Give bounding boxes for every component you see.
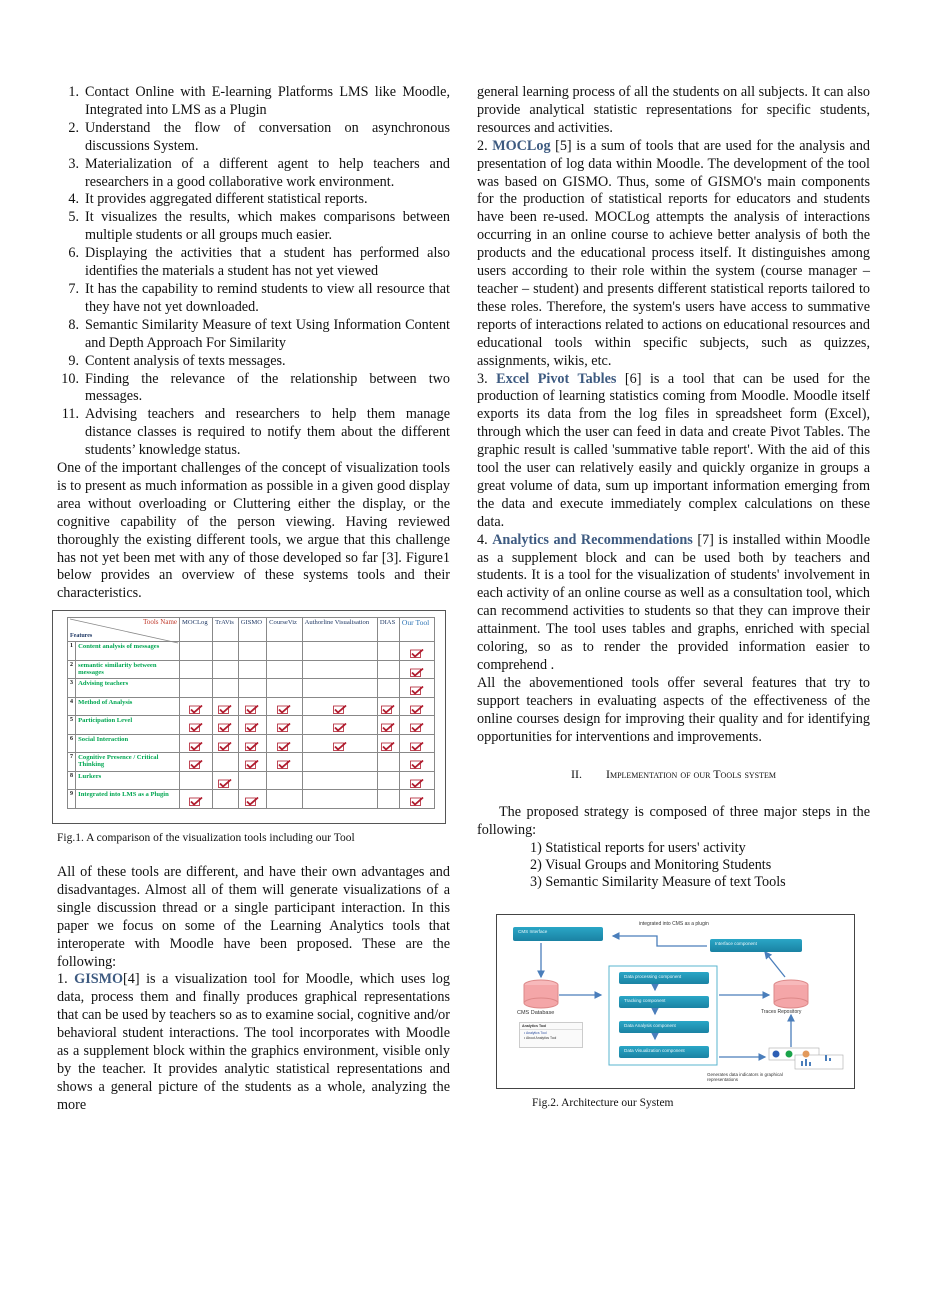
- feature-list-item: [57, 406, 450, 460]
- moclog-name: MOCLog: [492, 137, 551, 154]
- row-index: 5: [68, 716, 76, 735]
- section-title: Implementation of our Tools system: [605, 766, 777, 781]
- checkmark-icon: [381, 705, 395, 714]
- comparison-table: [67, 617, 435, 809]
- check-cell: [180, 716, 213, 735]
- check-cell: [238, 660, 266, 679]
- check-cell: [399, 660, 434, 679]
- check-cell: [302, 679, 377, 698]
- figure-1-caption: Fig.1. A comparison of the visualization tools including our Tool: [57, 832, 355, 844]
- analytics-tool-link-2: • About Analytics Tool: [524, 1036, 557, 1040]
- strategy-step: 1) Statistical reports for users' activity: [530, 840, 746, 857]
- check-cell: [238, 716, 266, 735]
- check-cell: [213, 734, 239, 753]
- checkmark-icon: [333, 705, 347, 714]
- checkmark-icon: [410, 723, 424, 732]
- cms-database-label: CMS Database: [517, 1010, 555, 1016]
- checkmark-icon: [410, 797, 424, 806]
- feature-list-item: [57, 281, 450, 317]
- check-cell: [267, 753, 303, 772]
- excel-name: Excel Pivot Tables: [496, 370, 617, 387]
- check-cell: [213, 790, 239, 809]
- table-row: [68, 660, 435, 679]
- check-cell: [213, 642, 239, 661]
- figure-2-caption: Fig.2. Architecture our System: [532, 1097, 674, 1109]
- analytics-name: Analytics and Recommendations: [492, 531, 693, 548]
- pipeline-step-3: Data Analysis component: [619, 1021, 709, 1033]
- gismo-paragraph: [57, 971, 450, 1114]
- pipeline-step-1: Data processing component: [619, 972, 709, 984]
- left-column: [57, 84, 450, 603]
- feature-text: Semantic Similarity Measure of text Using Information Content and Depth Approach For Similarity: [85, 316, 450, 351]
- checkmark-icon: [245, 760, 259, 769]
- checkmark-icon: [189, 723, 203, 732]
- check-cell: [267, 734, 303, 753]
- feature-name: Content analysis of messages: [76, 642, 180, 661]
- check-cell: [267, 642, 303, 661]
- check-cell: [302, 790, 377, 809]
- feature-list-item: [57, 120, 450, 156]
- feature-list-item: [57, 371, 450, 407]
- integrated-label: integrated into CMS as a plugin: [639, 921, 709, 927]
- feature-list-item: [57, 245, 450, 281]
- feature-number: 9.: [68, 352, 79, 369]
- checkmark-icon: [277, 705, 291, 714]
- right-column: [477, 84, 870, 891]
- check-cell: [238, 734, 266, 753]
- check-cell: [267, 697, 303, 716]
- check-cell: [180, 771, 213, 790]
- feature-number: 3.: [68, 155, 79, 172]
- checkmark-icon: [410, 742, 424, 751]
- features-label: Features: [70, 632, 93, 639]
- section-heading: [477, 766, 870, 784]
- feature-text: Materialization of a different agent to help teachers and researchers in a good collaborative work environment.: [85, 155, 450, 190]
- check-cell: [180, 660, 213, 679]
- feature-name: Advising teachers: [76, 679, 180, 698]
- feature-text: Displaying the activities that a student has performed also identifies the materials a student has not yet viewed: [85, 245, 450, 280]
- tools-name-label: Tools Name: [143, 618, 177, 626]
- check-cell: [180, 790, 213, 809]
- left-column-lower: [57, 864, 450, 1115]
- check-cell: [238, 790, 266, 809]
- check-cell: [267, 716, 303, 735]
- section-numeral: II.: [570, 766, 582, 781]
- check-cell: [377, 771, 399, 790]
- check-cell: [399, 642, 434, 661]
- checkmark-icon: [410, 779, 424, 788]
- check-cell: [377, 660, 399, 679]
- row-index: 9: [68, 790, 76, 809]
- check-cell: [377, 753, 399, 772]
- check-cell: [399, 771, 434, 790]
- strategy-intro: The proposed strategy is composed of three major steps in the following:: [477, 804, 870, 839]
- check-cell: [399, 716, 434, 735]
- table-row: [68, 697, 435, 716]
- feature-text: Contact Online with E-learning Platforms LMS like Moodle, Integrated into LMS as a Plugin: [85, 84, 450, 118]
- strategy-step: 3) Semantic Similarity Measure of text Tools: [530, 874, 786, 891]
- checkmark-icon: [410, 760, 424, 769]
- row-index: 7: [68, 753, 76, 772]
- tool-column-header: Authorline Visualisation: [302, 618, 377, 642]
- check-cell: [213, 660, 239, 679]
- moclog-paragraph: [477, 138, 870, 371]
- check-cell: [399, 753, 434, 772]
- checkmark-icon: [333, 742, 347, 751]
- check-cell: [180, 679, 213, 698]
- table-row: [68, 771, 435, 790]
- checkmark-icon: [189, 742, 203, 751]
- check-cell: [238, 753, 266, 772]
- table-row: [68, 790, 435, 809]
- check-cell: [302, 716, 377, 735]
- feature-number: 11.: [61, 406, 79, 423]
- excel-paragraph: [477, 371, 870, 532]
- analytics-text: [7] is installed within Moodle as a supplement block and can be used both by teachers and students. It is a tool for the visualization of students' involvement in each activity of an online course as well as a consultation tool, which can recommend activities to students so that they can improve their attainment. The tool uses tables and graphs, enriched with special coloring, so as to render the provided information easier to comprehend .: [477, 531, 870, 673]
- checkmark-icon: [277, 723, 291, 732]
- feature-name: Participation Level: [76, 716, 180, 735]
- feature-text: It visualizes the results, which makes comparisons between multiple students or all groups much easier.: [85, 209, 450, 244]
- pipeline-step-2: Tracking component: [619, 996, 709, 1008]
- summary-paragraph: All the abovementioned tools offer several features that try to support teachers in evaluating aspects of the effectiveness of the online courses design for improving their quality and for identifying opportunities for interventions and improvements.: [477, 674, 870, 745]
- cms-interface-box: CMS Interface: [513, 927, 603, 941]
- checkmark-icon: [218, 742, 232, 751]
- strategy-step: 2) Visual Groups and Monitoring Students: [530, 857, 772, 874]
- check-cell: [302, 642, 377, 661]
- pipeline-step-4: Data Visualization component: [619, 1046, 709, 1058]
- check-cell: [377, 716, 399, 735]
- check-cell: [180, 642, 213, 661]
- checkmark-icon: [189, 705, 203, 714]
- check-cell: [180, 734, 213, 753]
- feature-text: Finding the relevance of the relationship between two messages.: [85, 370, 450, 405]
- checkmark-icon: [245, 742, 259, 751]
- check-cell: [399, 697, 434, 716]
- check-cell: [267, 679, 303, 698]
- figure-2-architecture-diagram: [496, 914, 855, 1089]
- feature-name: semantic similarity between messages: [76, 660, 180, 679]
- feature-list: [57, 84, 450, 460]
- check-cell: [377, 790, 399, 809]
- check-cell: [377, 734, 399, 753]
- check-cell: [377, 679, 399, 698]
- checkmark-icon: [245, 705, 259, 714]
- gismo-continuation: general learning process of all the students on all subjects. It can also provide analytical statistic representations for specific students, resources and activities.: [477, 84, 870, 136]
- checkmark-icon: [381, 723, 395, 732]
- tool-column-header: TrAVis: [213, 618, 239, 642]
- row-index: 8: [68, 771, 76, 790]
- row-index: 1: [68, 642, 76, 661]
- check-cell: [213, 716, 239, 735]
- checkmark-icon: [189, 760, 203, 769]
- interface-component-box: Interface component: [710, 939, 802, 952]
- excel-prefix: 3.: [477, 370, 497, 387]
- gismo-text: [4] is a visualization tool for Moodle, which uses log data, process them and finally produces graphical representations that can be used by teachers so as to examine social, cognitive and/or behavioral student interactions. The tool incorporates with Moodle as a supplement block within the graphics environment, visible only by the teacher. It provides analytic statistical representations and shows a general picture of the students as a whole, analyzing the more: [57, 971, 450, 1113]
- gismo-prefix: 1.: [57, 971, 75, 988]
- feature-name: Cognitive Presence / Critical Thinking: [76, 753, 180, 772]
- check-cell: [302, 697, 377, 716]
- analytics-tool-link-1: • Analytics Tool: [524, 1031, 547, 1035]
- checkmark-icon: [410, 649, 424, 658]
- tool-column-header: GISMO: [238, 618, 266, 642]
- table-row: [68, 679, 435, 698]
- challenge-paragraph: One of the important challenges of the concept of visualization tools is to present as much information as possible in a given good display area without overloading or Cluttering either the display, or the cognitive capability of the person viewing. Having reviewed thoroughly the existing different tools, we argue that this challenge has not yet been met with any of those developed so far [3]. Figure1 below provides an overview of these systems tools and their characteristics.: [57, 460, 450, 602]
- tool-column-header: Our Tool: [399, 618, 434, 642]
- row-index: 3: [68, 679, 76, 698]
- check-cell: [180, 697, 213, 716]
- checkmark-icon: [245, 723, 259, 732]
- feature-number: 8.: [68, 316, 79, 333]
- checkmark-icon: [218, 779, 232, 788]
- feature-text: Advising teachers and researchers to help them manage distance classes is required to notify them about the different students’ knowledge status.: [85, 406, 450, 459]
- checkmark-icon: [410, 686, 424, 695]
- check-cell: [213, 753, 239, 772]
- moclog-text: [5] is a sum of tools that are used for the analysis and presentation of log data within Moodle. The development of the tool was based on GISMO. Thus, some of GISMO's main components for the production of statistical reports for educators and students have been re-used. MOCLog attempts the analysis of interactions occurring in an online course to achieve better analysis of both the products and the educational process itself. It distinguishes among users according to their role within the system (course manager – teacher – student) and presents different statistical reports tailored to these roles. Therefore, the system's users have access to summative reports of interactions related to actions on educational resources and educational tools within specific subjects, such as quizzes, assignments, wikis, etc.: [477, 137, 871, 369]
- steps-list: [477, 840, 870, 891]
- feature-list-item: [57, 209, 450, 245]
- feature-number: 6.: [68, 245, 79, 262]
- traces-repository-label: Traces Repository: [761, 1009, 802, 1015]
- check-cell: [238, 697, 266, 716]
- check-cell: [238, 642, 266, 661]
- traces-repository-icon: [774, 980, 808, 1008]
- checkmark-icon: [189, 797, 203, 806]
- feature-number: 10.: [61, 370, 79, 387]
- gismo-name: GISMO: [74, 971, 124, 988]
- feature-number: 5.: [68, 209, 79, 226]
- check-cell: [238, 679, 266, 698]
- checkmark-icon: [277, 742, 291, 751]
- feature-list-item: [57, 156, 450, 192]
- row-index: 6: [68, 734, 76, 753]
- check-cell: [399, 734, 434, 753]
- check-cell: [302, 771, 377, 790]
- feature-number: 2.: [68, 119, 79, 136]
- tool-column-header: MOCLog: [180, 618, 213, 642]
- table-row: [68, 734, 435, 753]
- check-cell: [267, 660, 303, 679]
- checkmark-icon: [245, 797, 259, 806]
- feature-number: 7.: [68, 280, 79, 297]
- cms-database-icon: [524, 980, 558, 1008]
- analytics-tool-title: Analytics Tool: [520, 1023, 582, 1030]
- check-cell: [302, 753, 377, 772]
- feature-name: Social Interaction: [76, 734, 180, 753]
- figure-1-comparison-table: [52, 610, 446, 824]
- table-row: [68, 753, 435, 772]
- check-cell: [180, 753, 213, 772]
- analytics-prefix: 4.: [477, 531, 493, 548]
- tool-column-header: DIAS: [377, 618, 399, 642]
- check-cell: [213, 697, 239, 716]
- feature-text: It provides aggregated different statistical reports.: [85, 191, 368, 208]
- checkmark-icon: [218, 705, 232, 714]
- check-cell: [267, 790, 303, 809]
- feature-number: 1.: [68, 84, 79, 100]
- table-row: [68, 642, 435, 661]
- feature-list-item: [57, 191, 450, 209]
- tool-column-header: CourseViz: [267, 618, 303, 642]
- analytics-paragraph: [477, 532, 870, 675]
- check-cell: [399, 679, 434, 698]
- table-row: [68, 716, 435, 735]
- row-index: 4: [68, 697, 76, 716]
- feature-text: It has the capability to remind students to view all resource that they have not yet downloaded.: [85, 280, 450, 315]
- feature-name: Lurkers: [76, 771, 180, 790]
- analytics-tool-widget: [519, 1022, 583, 1048]
- row-index: 2: [68, 660, 76, 679]
- graph-indicators-icon: [769, 1048, 843, 1069]
- checkmark-icon: [277, 760, 291, 769]
- check-cell: [302, 734, 377, 753]
- generates-label: Generates data indicators in graphical representations: [707, 1072, 783, 1082]
- check-cell: [213, 679, 239, 698]
- check-cell: [238, 771, 266, 790]
- feature-name: Integrated into LMS as a Plugin: [76, 790, 180, 809]
- check-cell: [399, 790, 434, 809]
- feature-name: Method of Analysis: [76, 697, 180, 716]
- excel-text: [6] is a tool that can be used for the production of learning statistics coming from Moodle. Moodle itself exports its data from the log files in spreadsheet form (Excel), through which the user can feed in data and create Pivot Tables. The graphic result is called 'summative table report'. With the aid of this tool the user can relatively easily and quickly organize in groups a great volume of data, sum up important information emerging from the data and execute immediately complex calculations on these data.: [477, 370, 871, 530]
- checkmark-icon: [218, 723, 232, 732]
- check-cell: [213, 771, 239, 790]
- check-cell: [377, 642, 399, 661]
- feature-list-item: [57, 84, 450, 120]
- feature-list-item: [57, 353, 450, 371]
- feature-number: 4.: [68, 191, 79, 208]
- table-corner-header: [68, 618, 180, 642]
- feature-list-item: [57, 317, 450, 353]
- moclog-prefix: 2.: [477, 137, 493, 154]
- checkmark-icon: [381, 742, 395, 751]
- tools-paragraph: All of these tools are different, and have their own advantages and disadvantages. Almost all of them will generate visualizations of a single discussion thread or a single participant interaction. In this paper we focus on some of the Learning Analytics tools that interoperate with Moodle have been proposed. These are the following:: [57, 864, 450, 970]
- checkmark-icon: [333, 723, 347, 732]
- feature-text: Content analysis of texts messages.: [85, 352, 286, 369]
- check-cell: [302, 660, 377, 679]
- checkmark-icon: [410, 705, 424, 714]
- check-cell: [267, 771, 303, 790]
- checkmark-icon: [410, 668, 424, 677]
- feature-text: Understand the flow of conversation on asynchronous discussions System.: [85, 119, 450, 154]
- check-cell: [377, 697, 399, 716]
